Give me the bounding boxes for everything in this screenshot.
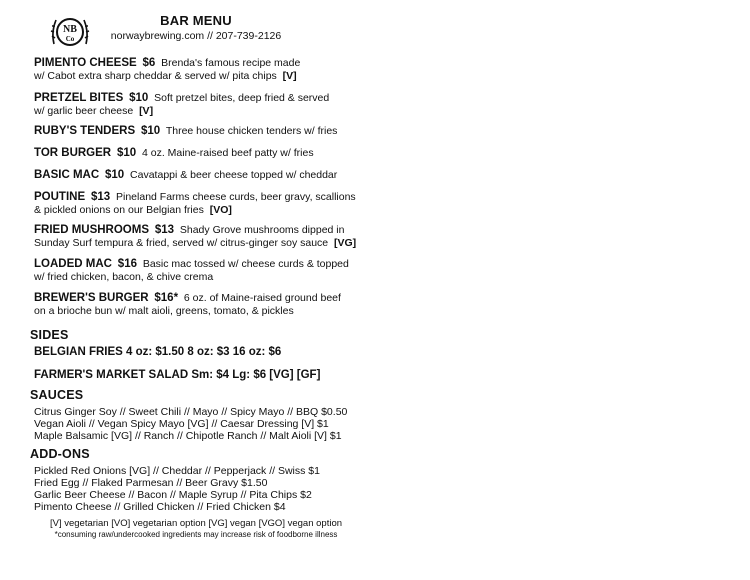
item-name: RUBY'S TENDERS — [34, 125, 136, 137]
dietary-legend: [V] vegetarian [VO] vegetarian option [VG] vegan [VGO] vegan option — [49, 518, 343, 529]
item-description: Shady Grove mushrooms dipped in — [179, 224, 345, 236]
menu-item — [34, 292, 341, 318]
item-description: Cavatappi & beer cheese topped w/ cheddar — [130, 169, 338, 181]
item-description: 4 oz. Maine-raised beef patty w/ fries — [141, 147, 314, 159]
item-price: $13 — [90, 191, 111, 203]
item-name: POUTINE — [34, 191, 86, 203]
menu-item — [34, 169, 337, 182]
item-name: BASIC MAC — [34, 169, 100, 181]
item-tag: [V] — [139, 105, 154, 117]
addon-line: Garlic Beer Cheese // Bacon // Maple Syrup // Pita Chips $2 — [34, 489, 312, 501]
item-description-2: w/ garlic beer cheese — [34, 105, 134, 117]
item-tag: [V] — [282, 70, 297, 82]
sauce-line: Citrus Ginger Soy // Sweet Chili // Mayo // Spicy Mayo // BBQ $0.50 — [34, 406, 348, 418]
item-description-2: w/ Cabot extra sharp cheddar & served w/ pita chips — [34, 70, 277, 82]
item-description: Basic mac tossed w/ cheese curds & topped — [142, 258, 349, 270]
sides-heading: SIDES — [30, 328, 69, 342]
consumption-disclaimer: *consuming raw/undercooked ingredients may increase risk of foodborne illness — [54, 530, 338, 539]
sauces-heading: SAUCES — [30, 388, 84, 402]
item-price: $16 — [117, 258, 137, 270]
item-name: FRIED MUSHROOMS — [34, 224, 149, 236]
item-name: PIMENTO CHEESE — [34, 57, 137, 69]
addon-line: Fried Egg // Flaked Parmesan // Beer Gravy $1.50 — [34, 477, 268, 489]
item-description: Soft pretzel bites, deep fried & served — [154, 92, 330, 104]
item-description-2: Sunday Surf tempura & fried, served w/ citrus-ginger soy sauce — [34, 237, 329, 249]
item-description: Three house chicken tenders w/ fries — [165, 125, 338, 137]
addon-line: Pickled Red Onions [VG] // Cheddar // Pepperjack // Swiss $1 — [34, 465, 320, 477]
item-name: LOADED MAC — [34, 258, 112, 270]
addon-line: Pimento Cheese // Grilled Chicken // Fried Chicken $4 — [34, 501, 286, 513]
side-line: BELGIAN FRIES 4 oz: $1.50 8 oz: $3 16 oz: $6 — [34, 346, 282, 358]
item-name: TOR BURGER — [34, 147, 112, 159]
item-price: $10 — [140, 125, 161, 137]
item-name: BREWER'S BURGER — [34, 292, 149, 304]
item-tag: [VG] — [333, 237, 357, 249]
menu-item — [34, 92, 329, 118]
menu-item — [34, 147, 314, 160]
side-line: FARMER'S MARKET SALAD Sm: $4 Lg: $6 [VG] [GF] — [34, 369, 321, 381]
menu-item — [34, 191, 356, 217]
item-tag: [VO] — [209, 204, 232, 216]
item-description-2: on a brioche bun w/ malt aioli, greens, tomato, & pickles — [34, 305, 294, 317]
item-price: $10 — [116, 147, 137, 159]
menu-item — [34, 258, 349, 284]
item-description-2: w/ fried chicken, bacon, & chive crema — [34, 271, 214, 283]
addons-heading: ADD-ONS — [30, 447, 90, 461]
menu-item — [34, 224, 356, 250]
logo-text-top: NB — [63, 24, 77, 35]
sauce-line: Vegan Aioli // Vegan Spicy Mayo [VG] // Caesar Dressing [V] $1 — [34, 418, 329, 430]
contact-info: norwaybrewing.com // 207-739-2126 — [110, 30, 282, 42]
item-price: $10 — [129, 92, 149, 104]
item-price: $6 — [142, 57, 156, 69]
logo-text-bottom: Co — [65, 35, 75, 43]
item-price: $13 — [154, 224, 175, 236]
sauce-line: Maple Balsamic [VG] // Ranch // Chipotle Ranch // Malt Aioli [V] $1 — [34, 430, 342, 442]
item-description-2: & pickled onions on our Belgian fries — [34, 204, 204, 216]
item-description: Brenda's famous recipe made — [161, 57, 301, 69]
menu-title: BAR MENU — [160, 13, 232, 28]
menu-item — [34, 57, 300, 83]
menu-item — [34, 125, 337, 138]
item-description: 6 oz. of Maine-raised ground beef — [183, 292, 341, 304]
item-description: Pineland Farms cheese curds, beer gravy, scallions — [116, 191, 356, 203]
item-name: PRETZEL BITES — [34, 92, 124, 104]
item-price: $16* — [154, 292, 179, 304]
item-price: $10 — [105, 169, 125, 181]
